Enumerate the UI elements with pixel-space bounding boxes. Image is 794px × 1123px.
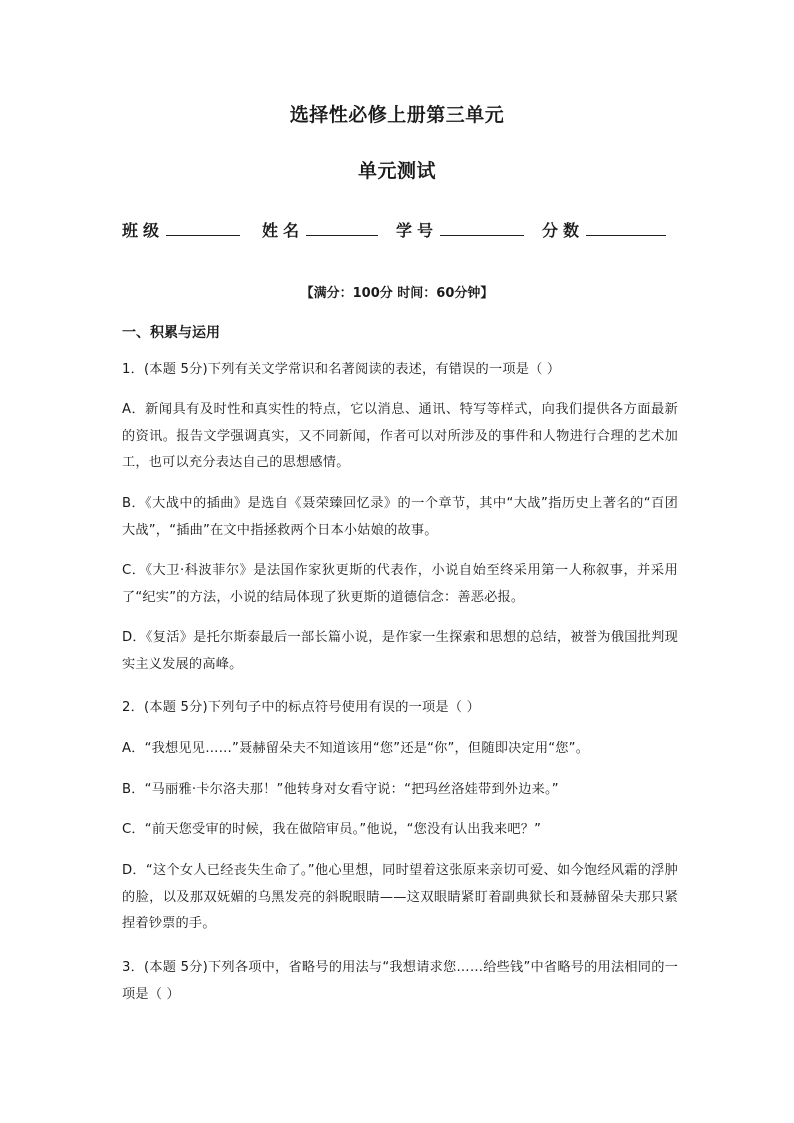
score-label: 分数 <box>542 221 585 240</box>
class-field <box>122 218 240 241</box>
question-2-option-a: A．“我想见见……”聂赫留朵夫不知道该用“您”还是“你”，但随即决定用“您”。 <box>122 741 590 756</box>
class-label: 班级 <box>122 221 165 240</box>
question-1-stem: 1．(本题 5分)下列有关文学常识和名著阅读的表述，有错误的一项是（ ） <box>122 362 561 377</box>
student-info-row <box>122 218 682 244</box>
id-label: 学号 <box>396 221 439 240</box>
question-1-option-d: D．《复活》是托尔斯泰最后一部长篇小说，是作家一生探索和思想的总结，被誉为俄国批判现实主义发展的高峰。 <box>122 630 678 672</box>
id-blank-line <box>440 219 524 236</box>
exam-meta: 【满分：100分 时间：60分钟】 <box>300 286 494 301</box>
name-blank-line <box>306 219 378 236</box>
page-subtitle: 单元测试 <box>357 160 436 182</box>
question-2-stem: 2．(本题 5分)下列句子中的标点符号使用有误的一项是（ ） <box>122 700 480 715</box>
score-blank-line <box>586 219 666 236</box>
question-3-stem: 3．(本题 5分)下列各项中，省略号的用法与“我想请求您……给些钱”中省略号的用法相同的一项是（ ） <box>122 960 678 1002</box>
question-2-option-c: C．“前天您受审的时候，我在做陪审员。”他说，“您没有认出我来吧？” <box>122 822 542 837</box>
class-blank-line <box>166 219 240 236</box>
page-title: 选择性必修上册第三单元 <box>289 104 505 126</box>
id-field <box>396 218 524 241</box>
score-field <box>542 218 666 241</box>
question-1-option-b: B．《大战中的插曲》是选自《聂荣臻回忆录》的一个章节，其中“大战”指历史上著名的“百团大战”，“插曲”在文中指拯救两个日本小姑娘的故事。 <box>122 496 678 538</box>
name-label: 姓名 <box>262 221 305 240</box>
question-2-option-d: D．“这个女人已经丧失生命了。”他心里想，同时望着这张原来亲切可爱、如今饱经风霜的浮肿的脸，以及那双妩媚的乌黑发亮的斜睨眼睛——这双眼睛紧盯着副典狱长和聂赫留朵夫那只紧捏着钞票的手。 <box>122 863 678 931</box>
question-1-option-c: C．《大卫·科波菲尔》是法国作家狄更斯的代表作，小说自始至终采用第一人称叙事，并采用了“纪实”的方法，小说的结局体现了狄更斯的道德信念：善恶必报。 <box>122 563 678 605</box>
question-1-option-a: A．新闻具有及时性和真实性的特点，它以消息、通讯、特写等样式，向我们提供各方面最新的资讯。报告文学强调真实，又不同新闻，作者可以对所涉及的事件和人物进行合理的艺术加工，也可以充分表达自己的思想感情。 <box>122 402 678 470</box>
section-title: 一、积累与运用 <box>122 325 220 341</box>
question-2-option-b: B．“马丽雅·卡尔洛夫那！”他转身对女看守说：“把玛丝洛娃带到外边来。” <box>122 782 559 797</box>
name-field <box>262 218 378 241</box>
